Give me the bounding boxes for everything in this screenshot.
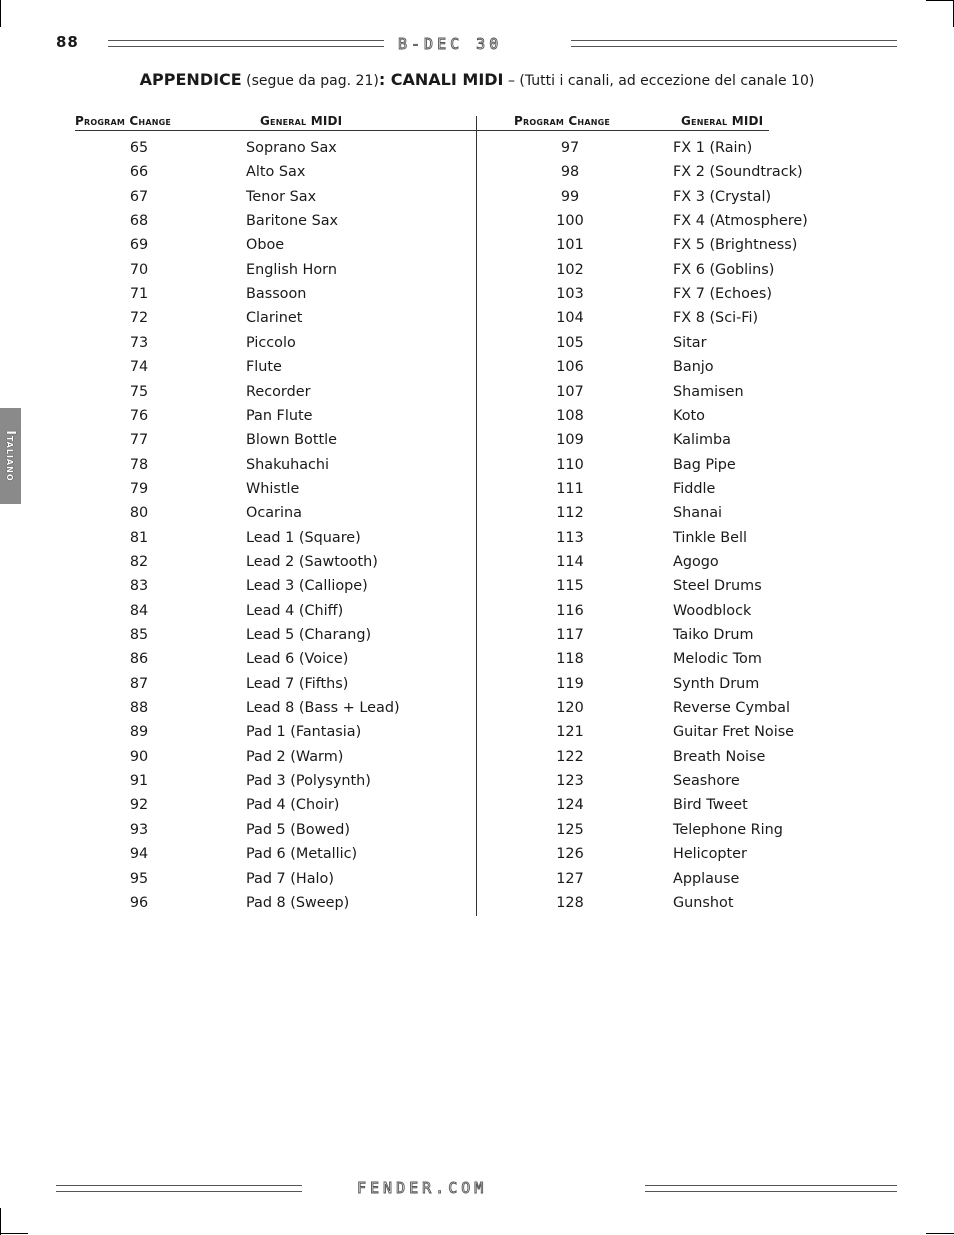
table-row bbox=[0, 428, 954, 452]
program-change-number: 93 bbox=[129, 821, 149, 838]
program-change-number: 79 bbox=[129, 480, 149, 497]
footer-rule-right bbox=[645, 1185, 897, 1192]
program-change-number: 125 bbox=[556, 821, 584, 838]
table-row bbox=[0, 891, 954, 915]
table-row bbox=[0, 306, 954, 330]
language-tab bbox=[0, 408, 21, 504]
instrument-name: Shamisen bbox=[673, 383, 744, 400]
instrument-name: FX 1 (Rain) bbox=[673, 140, 753, 156]
program-change-number: 122 bbox=[556, 748, 584, 765]
instrument-name: Banjo bbox=[673, 359, 714, 376]
table-row bbox=[0, 380, 954, 404]
title-note: – (Tutti i canali, ad eccezione del canale 10) bbox=[503, 73, 815, 89]
program-change-number: 77 bbox=[129, 432, 149, 449]
instrument-name: Lead 1 (Square) bbox=[246, 529, 361, 546]
program-change-number: 124 bbox=[556, 797, 584, 814]
instrument-name: Guitar Fret Noise bbox=[673, 724, 795, 741]
program-change-number: 76 bbox=[129, 407, 149, 424]
table-row bbox=[0, 623, 954, 647]
header-rule-left bbox=[108, 40, 384, 47]
instrument-name: English Horn bbox=[246, 261, 337, 278]
program-change-number: 74 bbox=[129, 359, 149, 376]
table-row bbox=[0, 185, 954, 209]
instrument-name: Steel Drums bbox=[673, 578, 762, 595]
instrument-name: Ocarina bbox=[246, 505, 302, 522]
table-row bbox=[0, 136, 954, 160]
instrument-name: FX 6 (Goblins) bbox=[673, 261, 775, 278]
instrument-name: Bird Tweet bbox=[673, 797, 748, 814]
program-change-number: 121 bbox=[556, 724, 584, 741]
program-change-number: 72 bbox=[129, 310, 149, 327]
crop-mark bbox=[0, 1208, 1, 1235]
instrument-name: Sitar bbox=[673, 334, 707, 351]
program-change-number: 104 bbox=[556, 310, 584, 327]
instrument-name: Synth Drum bbox=[673, 675, 760, 692]
program-change-number: 84 bbox=[129, 602, 149, 619]
page-title bbox=[0, 70, 954, 89]
program-change-number: 68 bbox=[129, 213, 149, 230]
instrument-name: Seashore bbox=[673, 773, 740, 790]
instrument-name: Piccolo bbox=[246, 334, 296, 351]
program-change-number: 70 bbox=[129, 261, 149, 278]
table-row bbox=[0, 550, 954, 574]
program-change-number: 92 bbox=[129, 797, 149, 814]
instrument-name: Whistle bbox=[246, 480, 300, 497]
table-row bbox=[0, 745, 954, 769]
table-row bbox=[0, 355, 954, 379]
instrument-name: Soprano Sax bbox=[246, 140, 337, 156]
right-header-program-change: Program Change bbox=[514, 114, 611, 128]
program-change-number: 109 bbox=[556, 432, 584, 449]
header-underline-right bbox=[477, 130, 769, 131]
instrument-name: FX 2 (Soundtrack) bbox=[673, 164, 803, 181]
instrument-name: Agogo bbox=[673, 553, 719, 570]
instrument-name: Lead 2 (Sawtooth) bbox=[246, 553, 378, 570]
table-row bbox=[0, 599, 954, 623]
program-change-number: 69 bbox=[129, 237, 149, 254]
program-change-number: 67 bbox=[129, 188, 149, 205]
instrument-name: Pad 8 (Sweep) bbox=[246, 894, 350, 911]
instrument-name: Lead 3 (Calliope) bbox=[246, 578, 368, 595]
program-change-number: 83 bbox=[129, 578, 149, 595]
instrument-name: Clarinet bbox=[246, 310, 303, 327]
table-row bbox=[0, 501, 954, 525]
table-row bbox=[0, 160, 954, 184]
table-row bbox=[0, 793, 954, 817]
program-change-number: 115 bbox=[556, 578, 584, 595]
instrument-name: Pad 1 (Fantasia) bbox=[246, 724, 362, 741]
instrument-name: Pad 6 (Metallic) bbox=[246, 846, 358, 863]
header-rule-right bbox=[571, 40, 897, 47]
program-change-number: 71 bbox=[129, 286, 149, 303]
instrument-name: Pan Flute bbox=[246, 407, 313, 424]
table-row bbox=[0, 233, 954, 257]
header-underline-left bbox=[75, 130, 476, 131]
instrument-name: Lead 6 (Voice) bbox=[246, 651, 349, 668]
program-change-number: 94 bbox=[129, 846, 149, 863]
program-change-number: 114 bbox=[556, 553, 584, 570]
program-change-number: 119 bbox=[556, 675, 584, 692]
product-logo: B-DEC 30 bbox=[398, 35, 503, 53]
instrument-name: Tenor Sax bbox=[246, 188, 317, 205]
instrument-name: Lead 5 (Charang) bbox=[246, 627, 372, 643]
title-reference: (segue da pag. 21) bbox=[241, 73, 379, 89]
title-appendix: APPENDICE bbox=[139, 70, 242, 89]
instrument-name: FX 8 (Sci-Fi) bbox=[673, 310, 759, 327]
instrument-name: Pad 4 (Choir) bbox=[246, 797, 340, 814]
program-change-number: 106 bbox=[556, 359, 584, 376]
title-section: : CANALI MIDI bbox=[378, 70, 504, 89]
crop-mark bbox=[0, 0, 1, 27]
table-row bbox=[0, 818, 954, 842]
language-tab-label: Italiano bbox=[3, 430, 18, 482]
program-change-number: 117 bbox=[556, 627, 584, 643]
table-row bbox=[0, 258, 954, 282]
program-change-number: 87 bbox=[129, 675, 149, 692]
program-change-number: 112 bbox=[556, 505, 584, 522]
instrument-name: Melodic Tom bbox=[673, 651, 762, 668]
right-header-general-midi: General MIDI bbox=[681, 114, 764, 128]
table-row bbox=[0, 574, 954, 598]
program-change-number: 107 bbox=[556, 383, 584, 400]
program-change-number: 96 bbox=[129, 894, 149, 911]
instrument-name: Baritone Sax bbox=[246, 213, 339, 230]
crop-mark bbox=[0, 1233, 28, 1234]
instrument-name: Oboe bbox=[246, 237, 285, 254]
page-number: 88 bbox=[56, 33, 79, 51]
program-change-number: 100 bbox=[556, 213, 584, 230]
program-change-number: 95 bbox=[129, 870, 149, 887]
instrument-name: Pad 7 (Halo) bbox=[246, 870, 334, 887]
instrument-name: Pad 3 (Polysynth) bbox=[246, 773, 371, 790]
table-row bbox=[0, 769, 954, 793]
crop-mark bbox=[926, 1233, 954, 1234]
instrument-name: Lead 4 (Chiff) bbox=[246, 602, 344, 619]
table-row bbox=[0, 209, 954, 233]
table-row bbox=[0, 526, 954, 550]
program-change-number: 97 bbox=[560, 140, 580, 156]
table-row bbox=[0, 842, 954, 866]
instrument-name: Helicopter bbox=[673, 846, 747, 863]
table-row bbox=[0, 867, 954, 891]
table-row bbox=[0, 282, 954, 306]
instrument-name: Alto Sax bbox=[246, 164, 306, 181]
program-change-number: 88 bbox=[129, 700, 149, 717]
left-header-program-change: Program Change bbox=[75, 114, 172, 128]
program-change-number: 111 bbox=[556, 480, 584, 497]
instrument-name: Taiko Drum bbox=[673, 627, 754, 643]
instrument-name: Bag Pipe bbox=[673, 456, 736, 473]
instrument-name: Lead 7 (Fifths) bbox=[246, 675, 349, 692]
program-change-number: 101 bbox=[556, 237, 584, 254]
program-change-number: 89 bbox=[129, 724, 149, 741]
program-change-number: 81 bbox=[129, 529, 149, 546]
instrument-name: FX 3 (Crystal) bbox=[673, 188, 772, 205]
program-change-number: 118 bbox=[556, 651, 584, 668]
program-change-number: 90 bbox=[129, 748, 149, 765]
footer-rule-left bbox=[56, 1185, 302, 1192]
program-change-number: 126 bbox=[556, 846, 584, 863]
program-change-number: 91 bbox=[129, 773, 149, 790]
instrument-name: Koto bbox=[673, 407, 705, 424]
instrument-name: Woodblock bbox=[673, 602, 752, 619]
table-row bbox=[0, 453, 954, 477]
table-row bbox=[0, 647, 954, 671]
instrument-name: Lead 8 (Bass + Lead) bbox=[246, 700, 400, 717]
table-row bbox=[0, 477, 954, 501]
instrument-name: Flute bbox=[246, 359, 282, 376]
program-change-number: 82 bbox=[129, 553, 149, 570]
instrument-name: FX 7 (Echoes) bbox=[673, 286, 772, 303]
instrument-name: Gunshot bbox=[673, 894, 734, 911]
program-change-number: 73 bbox=[129, 334, 149, 351]
instrument-name: Fiddle bbox=[673, 480, 716, 497]
instrument-name: Shanai bbox=[673, 505, 723, 522]
left-header-general-midi: General MIDI bbox=[260, 114, 343, 128]
program-change-number: 78 bbox=[129, 456, 149, 473]
program-change-number: 75 bbox=[129, 383, 149, 400]
instrument-name: FX 5 (Brightness) bbox=[673, 237, 798, 254]
program-change-number: 66 bbox=[129, 164, 149, 181]
program-change-number: 80 bbox=[129, 505, 149, 522]
program-change-number: 127 bbox=[556, 870, 584, 887]
table-row bbox=[0, 720, 954, 744]
instrument-name: Pad 2 (Warm) bbox=[246, 748, 344, 765]
program-change-number: 85 bbox=[129, 627, 149, 643]
instrument-name: Kalimba bbox=[673, 432, 731, 449]
instrument-name: Pad 5 (Bowed) bbox=[246, 821, 350, 838]
table-row bbox=[0, 331, 954, 355]
program-change-number: 65 bbox=[129, 140, 149, 156]
site-logo: FENDER.COM bbox=[357, 1179, 488, 1197]
program-change-number: 128 bbox=[556, 894, 584, 911]
instrument-name: Breath Noise bbox=[673, 748, 766, 765]
program-change-number: 99 bbox=[560, 188, 580, 205]
instrument-name: Telephone Ring bbox=[673, 821, 783, 838]
instrument-name: Recorder bbox=[246, 383, 311, 400]
table-row bbox=[0, 404, 954, 428]
program-change-number: 120 bbox=[556, 700, 584, 717]
instrument-name: Blown Bottle bbox=[246, 432, 337, 449]
crop-mark bbox=[926, 0, 954, 1]
instrument-name: Shakuhachi bbox=[246, 456, 330, 473]
program-change-number: 108 bbox=[556, 407, 584, 424]
instrument-name: Applause bbox=[673, 870, 740, 887]
program-change-number: 123 bbox=[556, 773, 584, 790]
instrument-name: Reverse Cymbal bbox=[673, 700, 790, 717]
program-change-number: 113 bbox=[556, 529, 584, 546]
table-row bbox=[0, 696, 954, 720]
program-change-number: 116 bbox=[556, 602, 584, 619]
program-change-number: 110 bbox=[556, 456, 584, 473]
program-change-number: 103 bbox=[556, 286, 584, 303]
program-change-number: 98 bbox=[560, 164, 580, 181]
instrument-name: Tinkle Bell bbox=[673, 529, 747, 546]
program-change-number: 86 bbox=[129, 651, 149, 668]
program-change-number: 105 bbox=[556, 334, 584, 351]
table-row bbox=[0, 672, 954, 696]
instrument-name: FX 4 (Atmosphere) bbox=[673, 213, 808, 230]
program-change-number: 102 bbox=[556, 261, 584, 278]
instrument-name: Bassoon bbox=[246, 286, 307, 303]
